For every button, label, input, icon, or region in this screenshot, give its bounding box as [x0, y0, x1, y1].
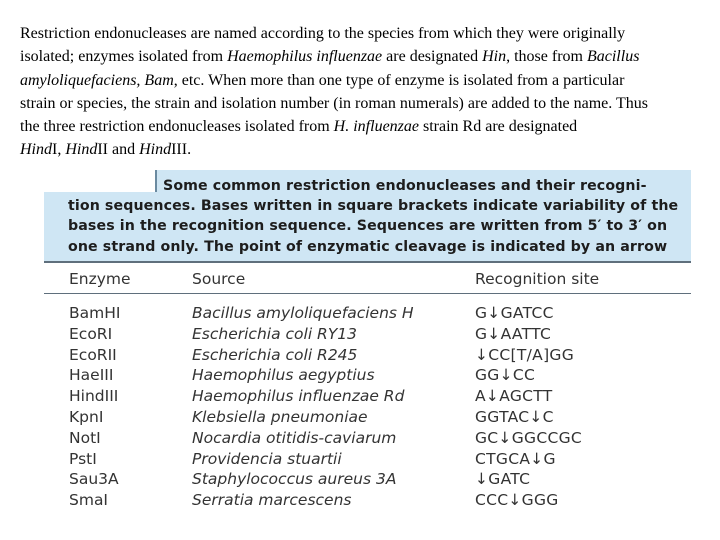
- intro-line: [20, 69, 720, 92]
- table-caption: [44, 170, 691, 263]
- intro-line: [20, 138, 720, 161]
- recognition-site-cell: ↓GATC: [475, 470, 531, 489]
- source-cell: Haemophilus aegyptius: [192, 366, 375, 385]
- enzyme-cell: Sau3A: [69, 470, 119, 489]
- source-cell: Bacillus amyloliquefaciens H: [192, 304, 414, 322]
- italic-term: Haemophilus influenzae: [227, 48, 383, 66]
- recognition-site-cell: ↓CC[T/A]GG: [475, 345, 575, 364]
- recognition-site-cell: CTGCA↓G: [475, 449, 556, 468]
- table-row: [44, 346, 691, 367]
- enzyme-cell: EcoRI: [69, 324, 113, 343]
- enzyme-table: [44, 170, 691, 533]
- enzyme-cell: NotI: [69, 428, 101, 447]
- intro-paragraph: [20, 22, 720, 162]
- table-row: [44, 408, 691, 429]
- header-enzyme: Enzyme: [69, 270, 131, 288]
- header-recognition-site: Recognition site: [475, 270, 600, 288]
- enzyme-cell: PstI: [69, 449, 97, 468]
- table-row: [44, 429, 691, 450]
- enzyme-cell: BamHI: [69, 304, 121, 322]
- text-run: II and: [97, 141, 140, 159]
- table-row: [44, 366, 691, 387]
- table-body: [44, 304, 691, 512]
- table-row: [44, 450, 691, 471]
- intro-line: [20, 115, 720, 138]
- recognition-site-cell: GC↓GGCCGC: [475, 428, 583, 447]
- text-run: III.: [171, 141, 192, 159]
- text-run: strain or species, the strain and isolation number (in roman numerals) are added to the name. Thus: [20, 94, 648, 112]
- intro-line: [20, 45, 720, 68]
- text-run: I,: [52, 141, 66, 159]
- enzyme-cell: KpnI: [69, 407, 104, 426]
- italic-term: amyloliquefaciens, Bam: [20, 71, 174, 89]
- recognition-site-cell: GG↓CC: [475, 366, 536, 385]
- italic-term: Hind: [139, 141, 172, 159]
- caption-text: [68, 176, 678, 257]
- italic-term: H. influenzae: [333, 118, 419, 136]
- table-header-row: [44, 263, 691, 294]
- caption-line: Some common restriction endonucleases and their recogni-: [163, 178, 647, 194]
- text-run: , etc. When more than one type of enzyme is isolated from a particular: [173, 71, 625, 89]
- table-row: [44, 470, 691, 491]
- caption-line: one strand only. The point of enzymatic cleavage is indicated by an arrow: [68, 238, 668, 255]
- caption-line: tion sequences. Bases written in square brackets indicate variability of the: [68, 198, 679, 215]
- table-row: [44, 325, 691, 346]
- italic-term: Bacillus: [586, 48, 640, 66]
- source-cell: Escherichia coli RY13: [192, 324, 358, 343]
- table-row: [44, 387, 691, 408]
- italic-term: Hind: [65, 141, 98, 159]
- text-run: Restriction endonucleases are named according to the species from which they were originally: [20, 25, 626, 42]
- table-row: [44, 304, 691, 325]
- source-cell: Haemophilus influenzae Rd: [192, 387, 405, 406]
- caption-line: bases in the recognition sequence. Sequences are written from 5′ to 3′ on: [68, 218, 668, 235]
- source-cell: Serratia marcescens: [192, 491, 352, 510]
- italic-term: Hin: [482, 48, 507, 66]
- intro-line: [20, 22, 720, 45]
- text-run: isolated; enzymes isolated from: [20, 48, 228, 66]
- table-row: [44, 491, 691, 512]
- source-cell: Staphylococcus aureus 3A: [192, 470, 397, 489]
- italic-term: Hind: [20, 141, 52, 159]
- text-run: are designated: [382, 48, 483, 66]
- enzyme-cell: HindIII: [69, 387, 119, 406]
- header-source: Source: [192, 270, 246, 288]
- source-cell: Providencia stuartii: [192, 449, 342, 468]
- text-run: , those from: [506, 48, 587, 66]
- source-cell: Nocardia otitidis-caviarum: [192, 428, 397, 447]
- enzyme-cell: HaeIII: [69, 366, 114, 385]
- enzyme-cell: SmaI: [69, 491, 109, 510]
- text-run: the three restriction endonucleases isolated from: [20, 118, 334, 136]
- recognition-site-cell: GGTAC↓C: [475, 407, 554, 426]
- recognition-site-cell: G↓GATCC: [475, 304, 554, 322]
- source-cell: Escherichia coli R245: [192, 345, 358, 364]
- recognition-site-cell: CCC↓GGG: [475, 491, 559, 510]
- enzyme-cell: EcoRII: [69, 345, 117, 364]
- source-cell: Klebsiella pneumoniae: [192, 407, 368, 426]
- intro-line: [20, 92, 720, 115]
- recognition-site-cell: G↓AATTC: [475, 324, 552, 343]
- recognition-site-cell: A↓AGCTT: [475, 387, 553, 406]
- text-run: strain Rd are designated: [419, 118, 578, 136]
